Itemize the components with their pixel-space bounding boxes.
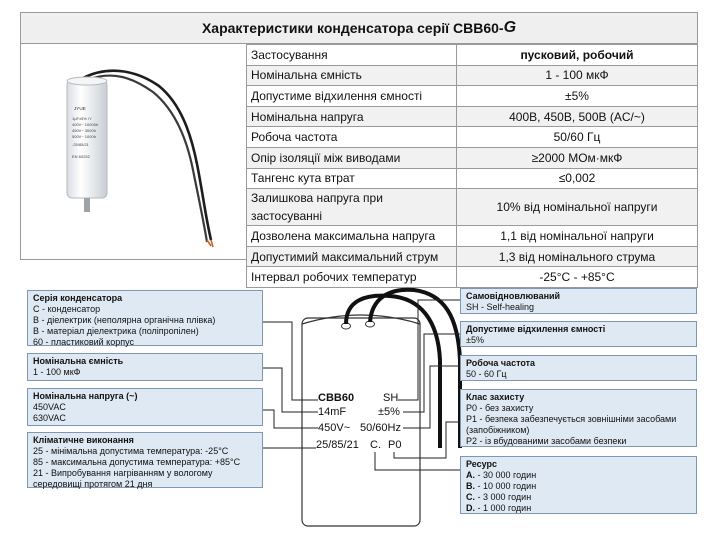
box-capacity-heading: Номінальна ємність — [33, 356, 124, 366]
box-voltage — [27, 388, 263, 426]
box-resource-item: D. - 1 000 годин — [466, 503, 532, 513]
box-voltage-line: 630VAC — [33, 413, 66, 423]
box-climate — [27, 432, 263, 488]
marking-resource: C. — [370, 439, 381, 451]
box-frequency — [460, 355, 697, 381]
spec-value: ≥2000 МОм·мкФ — [457, 147, 698, 168]
spec-key: Допустиме відхилення ємності — [247, 86, 457, 107]
box-series-line: B - матеріал діелектрика (поліпропілен) — [33, 326, 199, 336]
spec-key: Номінальна ємність — [247, 65, 457, 86]
marking-sh: SH — [383, 392, 399, 404]
photo-line: -25/85/21 — [72, 142, 89, 147]
spec-key: Дозволена максимальна напруга — [247, 226, 457, 247]
box-protection-line: (запобіжником) — [466, 425, 530, 435]
marking-capacity: 14mF — [318, 406, 347, 418]
spec-value: 1 - 100 мкФ — [457, 65, 698, 86]
photo-brand: JYUE — [74, 106, 86, 111]
box-tolerance-line: ±5% — [466, 335, 484, 345]
box-resource-item: A. - 30 000 годин — [466, 470, 537, 480]
spec-value: 50/60 Гц — [457, 127, 698, 148]
box-selfheal-heading: Самовідновлюваний — [466, 291, 561, 301]
marking-frequency: 50/60Hz — [360, 422, 401, 434]
box-resource-heading: Ресурс — [466, 459, 498, 469]
photo-line: EN 60252 — [72, 154, 90, 159]
spec-value: пусковий, робочий — [457, 45, 698, 66]
box-protection-line: P1 - безпека забезпечується зовнішніми засобами — [466, 414, 677, 424]
spec-value: 10% від номінальної напруги — [457, 189, 698, 226]
box-climate-line: 85 - максимальна допустима температура: +85°C — [33, 457, 241, 467]
box-frequency-heading: Робоча частота — [466, 358, 536, 368]
marking-climate: 25/85/21 — [316, 439, 359, 451]
box-tolerance — [460, 321, 697, 347]
box-series-line: C - конденсатор — [33, 304, 101, 314]
marking-voltage: 450V~ — [318, 422, 351, 434]
spec-key: Тангенс кута втрат — [247, 168, 457, 189]
box-protection-line: P0 - без захисту — [466, 403, 534, 413]
box-series-heading: Серія конденсатора — [33, 293, 123, 303]
spec-value: 1,1 від номінальної напруги — [457, 226, 698, 247]
box-climate-line: 21 - Випробування нагріванням у вологому — [33, 468, 213, 478]
spec-key: Допустимий максимальний струм — [247, 246, 457, 267]
box-resource-item: C. - 3 000 годин — [466, 492, 532, 502]
spec-key: Інтервал робочих температур — [247, 267, 457, 288]
spec-key: Номінальна напруга — [247, 106, 457, 127]
box-protection-heading: Клас захисту — [466, 392, 525, 402]
box-protection-line: P2 - із вбудованими засобами безпеки — [466, 436, 627, 446]
photo-line: 400V~ 10000h — [72, 122, 99, 127]
box-selfheal — [460, 288, 697, 314]
marking-series: CBB60 — [318, 392, 355, 404]
box-selfheal-line: SH - Self-healing — [466, 302, 535, 312]
box-series — [27, 290, 263, 346]
box-climate-line: 25 - мінімальна допустима температура: -25°C — [33, 446, 229, 456]
box-voltage-line: 450VAC — [33, 402, 66, 412]
spec-value: ≤0,002 — [457, 168, 698, 189]
title-main: Характеристики конденсатора серії CBB60- — [201, 20, 504, 36]
spec-key: Залишкова напруга при застосуванні — [247, 189, 457, 226]
spec-value: 1,3 від номінального струма — [457, 246, 698, 267]
box-climate-heading: Кліматичне виконання — [33, 435, 134, 445]
box-frequency-line: 50 - 60 Гц — [466, 369, 507, 379]
spec-key: Робоча частота — [247, 127, 457, 148]
box-resource — [460, 456, 697, 514]
box-capacity — [27, 353, 263, 381]
spec-key: Опір ізоляції між виводами — [247, 147, 457, 168]
photo-line: 1μF±5% /Y — [72, 116, 92, 121]
marking-tolerance: ±5% — [378, 406, 400, 418]
spec-value: ±5% — [457, 86, 698, 107]
box-series-line: B - діелектрик (неполярна органічна плівка) — [33, 315, 216, 325]
spec-key: Застосування — [247, 45, 457, 66]
box-capacity-line: 1 - 100 мкФ — [33, 367, 81, 377]
box-climate-line: середовищі протягом 21 дня — [33, 479, 153, 489]
box-resource-item: B. - 10 000 годин — [466, 481, 537, 491]
marking-protection: P0 — [388, 439, 402, 451]
box-protection — [460, 389, 697, 447]
spec-value: 400В, 450В, 500В (AC/~) — [457, 106, 698, 127]
box-voltage-heading: Номінальна напруга (~) — [33, 391, 138, 401]
box-tolerance-heading: Допустиме відхилення ємності — [466, 324, 606, 334]
photo-line: 500V~ 1000h — [72, 134, 96, 139]
box-series-line: 60 - пластиковий корпус — [33, 337, 134, 347]
spec-value: -25°C - +85°C — [457, 267, 698, 288]
title-suffix: G — [503, 19, 517, 36]
photo-line: 450V~ 3000h — [72, 128, 96, 133]
